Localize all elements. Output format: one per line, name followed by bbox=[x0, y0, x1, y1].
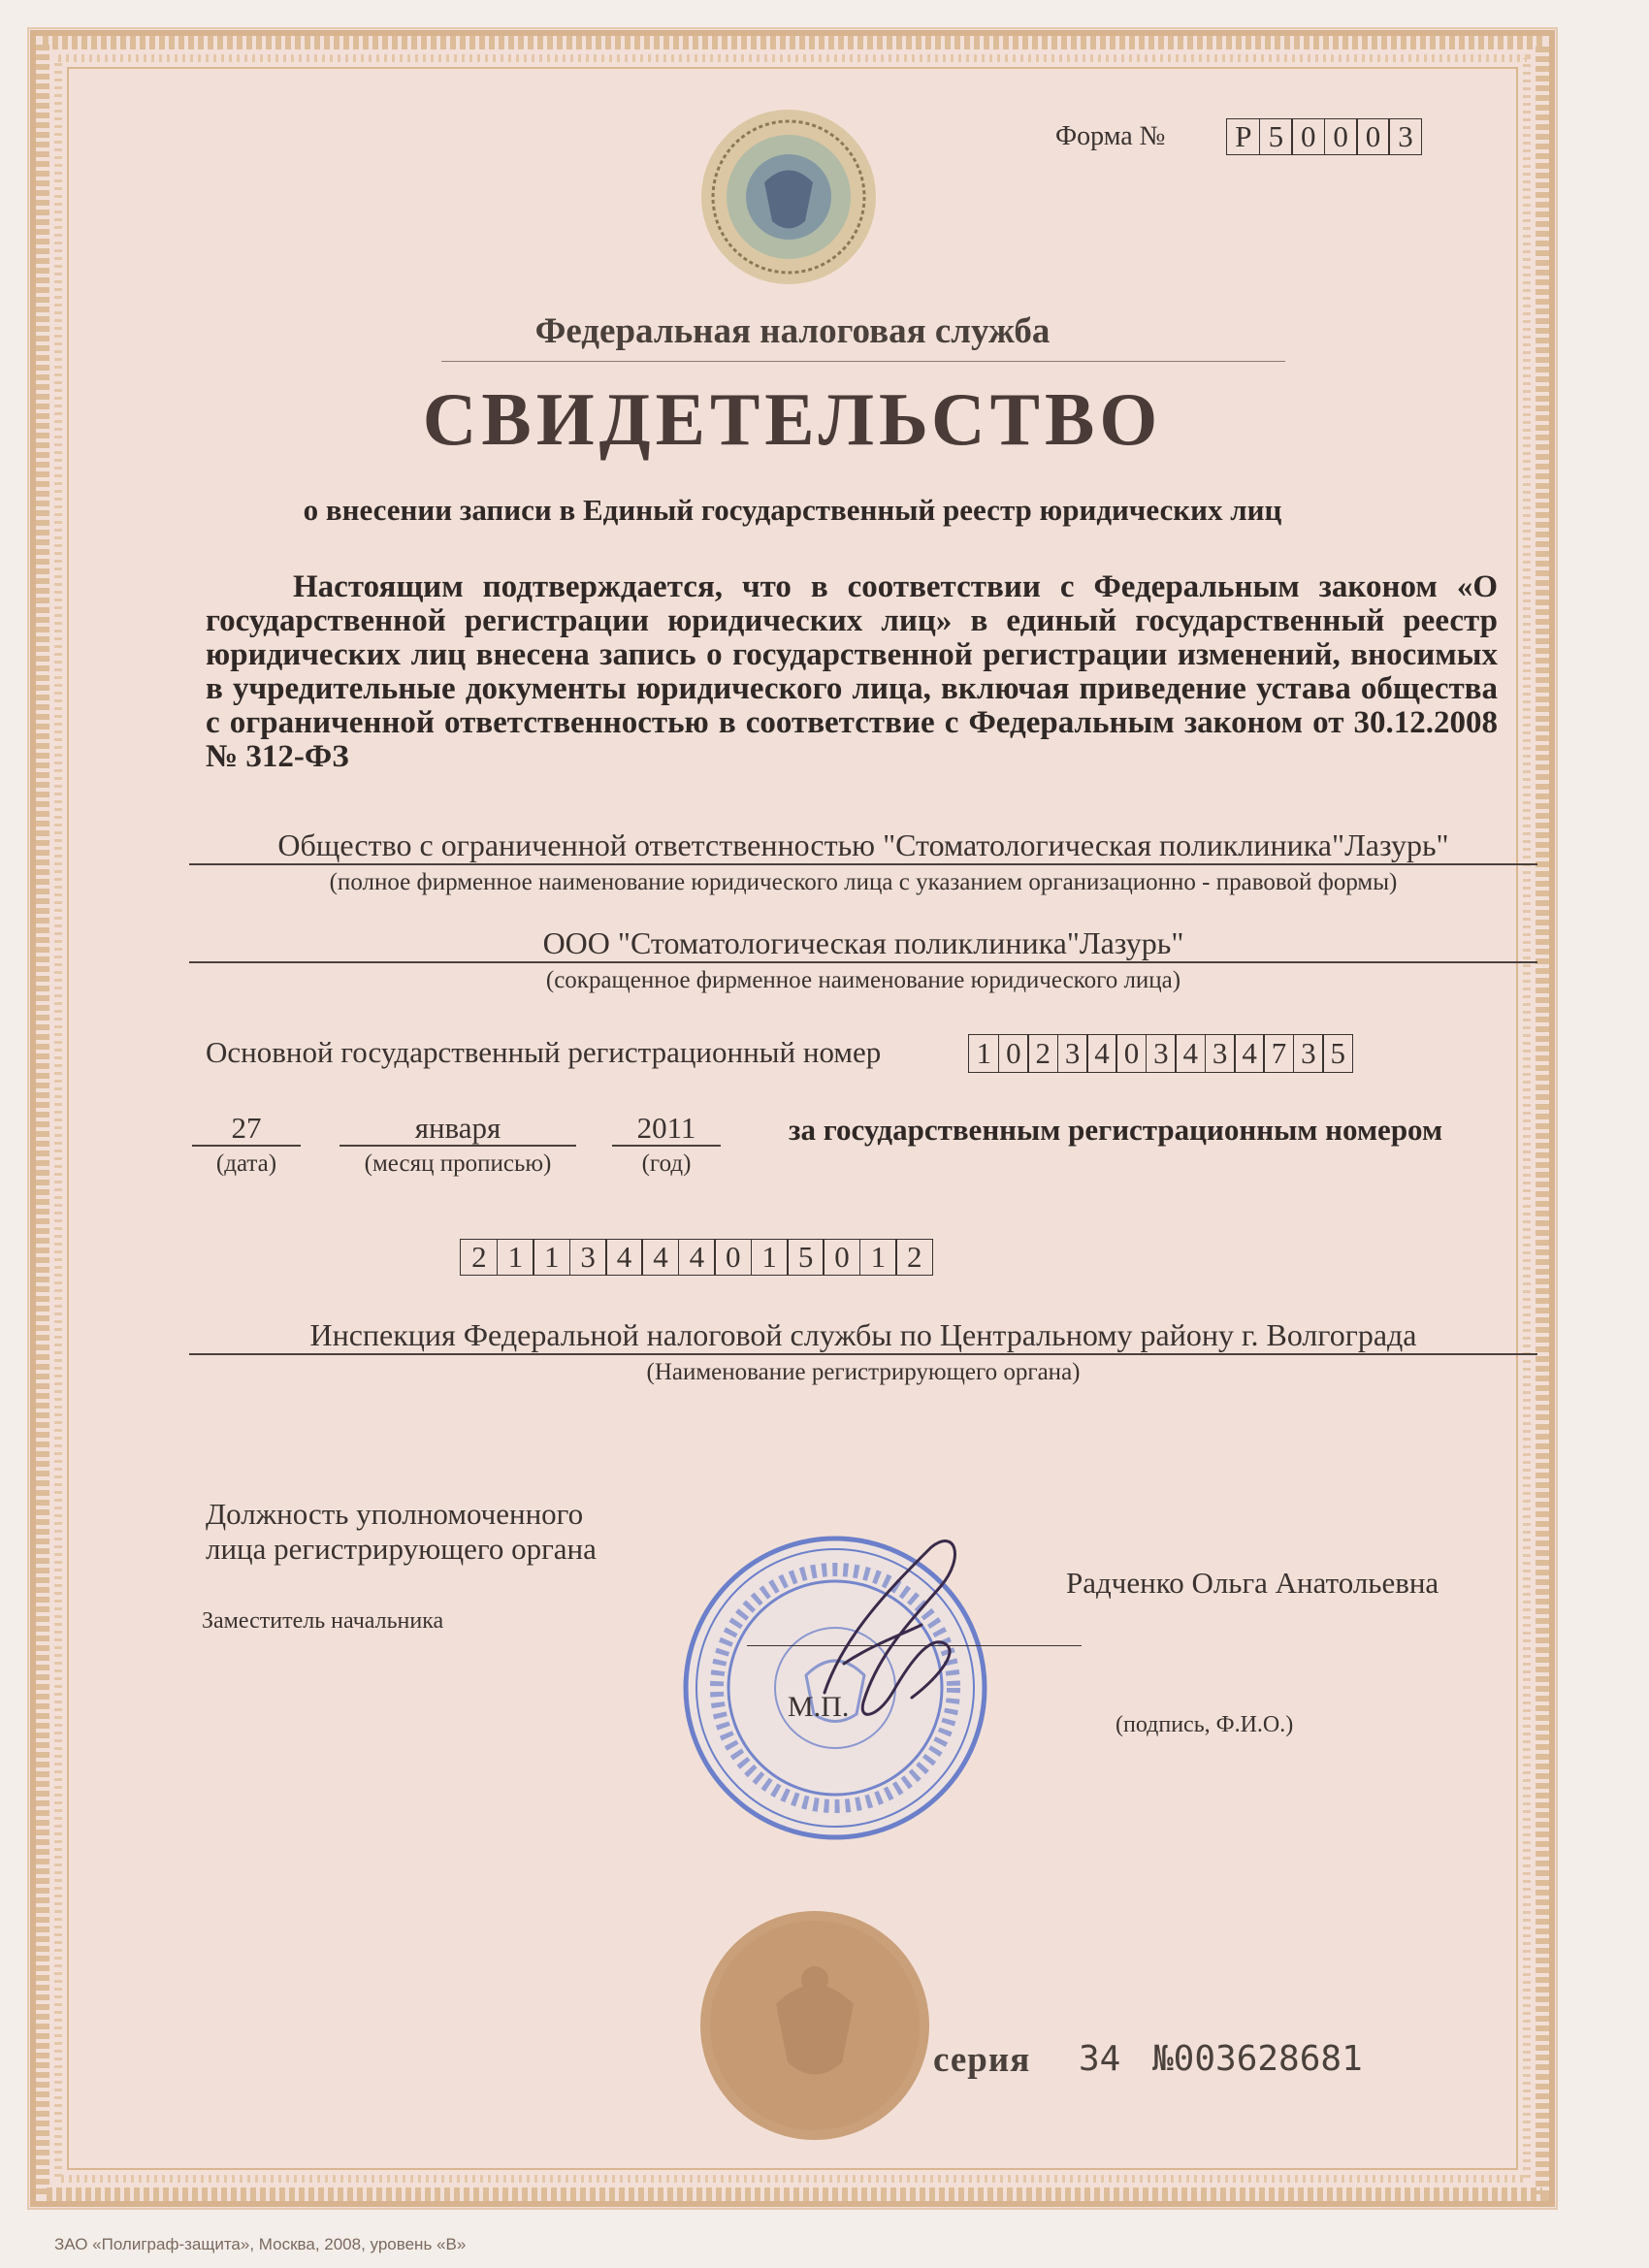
authority-underline bbox=[189, 1353, 1537, 1355]
hologram-emblem-icon bbox=[696, 105, 881, 289]
month-hint: (месяц прописью) bbox=[364, 1150, 552, 1177]
handwritten-signature-icon bbox=[786, 1528, 1009, 1751]
form-number-digit-cell: 0 bbox=[1324, 118, 1358, 155]
certification-paragraph bbox=[206, 570, 1498, 774]
signatory-name: Радченко Ольга Анатольевна bbox=[1066, 1566, 1439, 1600]
position-label-line-2: лица регистрирующего органа bbox=[206, 1532, 597, 1566]
year-hint: (год) bbox=[641, 1150, 692, 1177]
short-name-hint: (сокращенное фирменное наименование юридического лица) bbox=[545, 967, 1181, 993]
authority-hint: (Наименование регистрирующего органа) bbox=[646, 1359, 1081, 1385]
grn-digit-cell: 1 bbox=[533, 1239, 570, 1276]
grn-digit-cell: 1 bbox=[497, 1239, 534, 1276]
form-number-digit-cell: 5 bbox=[1259, 118, 1293, 155]
ogrn-digit-cell: 4 bbox=[1175, 1034, 1206, 1073]
certificate-sheet bbox=[27, 27, 1558, 2210]
grn-digit-cell: 0 bbox=[714, 1239, 752, 1276]
grn-digit-cell: 0 bbox=[823, 1239, 860, 1276]
ogrn-digit-cell: 0 bbox=[998, 1034, 1029, 1073]
ogrn-digit-cell: 4 bbox=[1234, 1034, 1265, 1073]
entity-short-name: ООО "Стоматологическая поликлиника"Лазурь" bbox=[542, 925, 1184, 960]
series-number: №003628681 bbox=[1152, 2039, 1363, 2079]
form-number-digit-cell: 3 bbox=[1388, 118, 1422, 155]
seal-place-marker: М.П. bbox=[788, 1691, 850, 1723]
signature-hint: (подпись, Ф.И.О.) bbox=[1116, 1712, 1294, 1737]
month-underline bbox=[340, 1145, 576, 1147]
full-name-underline bbox=[189, 863, 1537, 865]
ogrn-digit-cell: 3 bbox=[1293, 1034, 1324, 1073]
full-name-hint: (полное фирменное наименование юридического лица с указанием организационно - правовой формы) bbox=[329, 869, 1398, 895]
grn-digit-cell: 1 bbox=[751, 1239, 789, 1276]
grn-cells bbox=[462, 1239, 933, 1274]
grn-digit-cell: 4 bbox=[678, 1239, 716, 1276]
grn-label: за государственным регистрационным номером bbox=[789, 1113, 1443, 1147]
series-label: серия bbox=[933, 2040, 1031, 2080]
date-year: 2011 bbox=[636, 1111, 696, 1145]
agency-underline bbox=[441, 361, 1285, 362]
form-number-cells bbox=[1228, 118, 1422, 153]
grn-digit-cell: 1 bbox=[859, 1239, 897, 1276]
ogrn-digit-cell: 2 bbox=[1027, 1034, 1058, 1073]
form-number-digit-cell: 0 bbox=[1291, 118, 1325, 155]
short-name-underline bbox=[189, 961, 1537, 963]
authority-name: Инспекция Федеральной налоговой службы по Центральному району г. Волгограда bbox=[309, 1317, 1417, 1352]
ogrn-cells bbox=[970, 1034, 1353, 1071]
ogrn-digit-cell: 3 bbox=[1146, 1034, 1177, 1073]
grn-digit-cell: 4 bbox=[605, 1239, 643, 1276]
agency-name: Федеральная налоговая служба bbox=[534, 311, 1051, 351]
ogrn-digit-cell: 0 bbox=[1116, 1034, 1147, 1073]
document-subtitle: о внесении записи в Единый государственный реестр юридических лиц bbox=[303, 493, 1282, 527]
ogrn-label: Основной государственный регистрационный номер bbox=[206, 1035, 882, 1069]
ogrn-digit-cell: 7 bbox=[1263, 1034, 1294, 1073]
day-underline bbox=[192, 1145, 301, 1147]
printer-note: ЗАО «Полиграф-защита», Москва, 2008, уровень «В» bbox=[54, 2235, 467, 2253]
year-underline bbox=[612, 1145, 721, 1147]
signatory-position: Заместитель начальника bbox=[202, 1608, 444, 1634]
form-number-digit-cell: Р bbox=[1226, 118, 1260, 155]
grn-digit-cell: 5 bbox=[787, 1239, 824, 1276]
grn-digit-cell: 2 bbox=[895, 1239, 933, 1276]
paragraph-text: Настоящим подтверждается, что в соответствии с Федеральным законом «О государственной регистрации юридических лиц» в единый государственный реестр юридических лиц внесена запись о государственной регистрации изменений, вносимых в учредительные документы юридического лица, включая приведение устава общества с ограниченной ответственностью в соответствие с Федеральным законом от 30.12.2008 № 312-ФЗ bbox=[206, 569, 1498, 774]
date-day: 27 bbox=[231, 1111, 262, 1145]
date-month: января bbox=[414, 1111, 501, 1145]
position-label-line-1: Должность уполномоченного bbox=[206, 1497, 584, 1531]
ogrn-digit-cell: 3 bbox=[1057, 1034, 1088, 1073]
entity-full-name: Общество с ограниченной ответственностью "Стоматологическая поликлиника"Лазурь" bbox=[277, 827, 1449, 862]
grn-digit-cell: 4 bbox=[641, 1239, 679, 1276]
ogrn-digit-cell: 3 bbox=[1205, 1034, 1236, 1073]
ogrn-digit-cell: 5 bbox=[1322, 1034, 1353, 1073]
ogrn-digit-cell: 4 bbox=[1086, 1034, 1117, 1073]
day-hint: (дата) bbox=[215, 1150, 277, 1177]
document-title: СВИДЕТЕЛЬСТВО bbox=[422, 377, 1163, 461]
form-number-digit-cell: 0 bbox=[1356, 118, 1390, 155]
series-value: 34 bbox=[1079, 2039, 1121, 2079]
form-number-label: Форма № bbox=[1055, 121, 1166, 151]
embossed-seal-icon bbox=[696, 1907, 933, 2144]
grn-digit-cell: 2 bbox=[460, 1239, 498, 1276]
grn-digit-cell: 3 bbox=[569, 1239, 607, 1276]
ogrn-digit-cell: 1 bbox=[968, 1034, 999, 1073]
